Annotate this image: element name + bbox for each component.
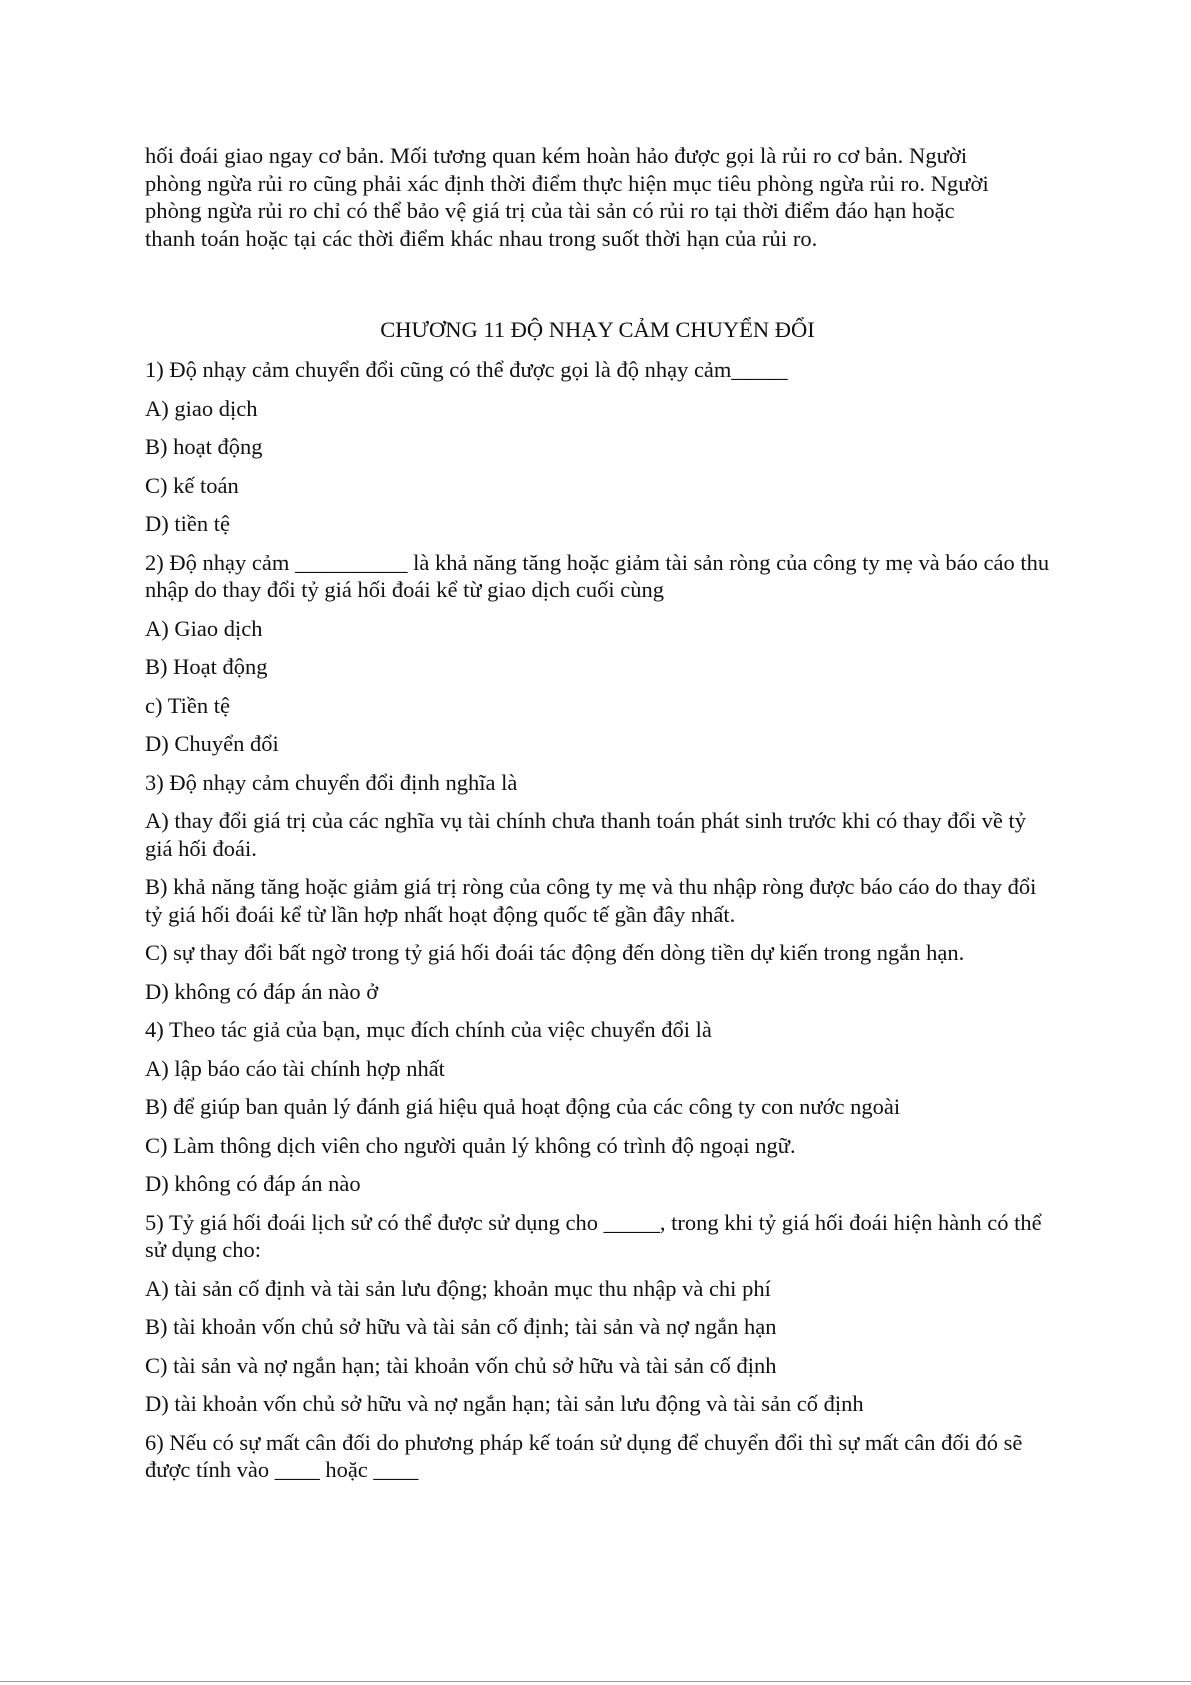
answer-option: B) hoạt động	[145, 434, 263, 459]
answer-option: A) Giao dịch	[145, 615, 263, 641]
answer-option: B) khả năng tăng hoặc giảm giá trị ròng của công ty mẹ và thu nhập ròng được báo cáo do thay đổi tỷ giá hối đoái kể từ lần hợp nhất hoạt động quốc tế gần đây nhất.	[145, 874, 1037, 927]
answer-option: C) sự thay đổi bất ngờ trong tỷ giá hối đoái tác động đến dòng tiền dự kiến trong ngắn hạn.	[145, 940, 965, 965]
answer-option: B) tài khoản vốn chủ sở hữu và tài sản cố định; tài sản và nợ ngắn hạn	[145, 1314, 777, 1339]
intro-line: hối đoái giao ngay cơ bản. Mối tương quan kém hoàn hảo được gọi là rủi ro cơ bản. Người	[145, 143, 968, 168]
question-text: 1) Độ nhạy cảm chuyển đổi cũng có thể được gọi là độ nhạy cảm_____	[145, 357, 788, 382]
page-bottom-divider	[0, 1681, 1191, 1682]
chapter-title: CHƯƠNG 11 ĐỘ NHẠY CẢM CHUYỂN ĐỔI	[380, 317, 815, 342]
answer-option: C) Làm thông dịch viên cho người quản lý không có trình độ ngoại ngữ.	[145, 1132, 796, 1158]
answer-option: B) để giúp ban quản lý đánh giá hiệu quả hoạt động của các công ty con nước ngoài	[145, 1094, 901, 1119]
page-content	[145, 142, 1050, 1484]
intro-paragraph	[145, 142, 1050, 252]
answer-option: D) không có đáp án nào ở	[145, 978, 379, 1004]
answer-option: A) lập báo cáo tài chính hợp nhất	[145, 1055, 445, 1081]
answer-option: D) Chuyển đổi	[145, 731, 279, 756]
intro-line: phòng ngừa rủi ro cũng phải xác định thời điểm thực hiện mục tiêu phòng ngừa rủi ro. Người	[145, 170, 989, 196]
answer-option: C) tài sản và nợ ngắn hạn; tài khoản vốn chủ sở hữu và tài sản cố định	[145, 1352, 777, 1378]
question-block	[145, 549, 1050, 758]
answer-option: B) Hoạt động	[145, 654, 268, 679]
answer-option: C) kế toán	[145, 472, 239, 498]
answer-option: D) không có đáp án nào	[145, 1171, 361, 1196]
question-block	[145, 1209, 1050, 1418]
question-text: 6) Nếu có sự mất cân đối do phương pháp kế toán sử dụng để chuyển đổi thì sự mất cân đối đó sẽ được tính vào ____ hoặc ____	[145, 1429, 1023, 1482]
answer-option: A) thay đổi giá trị của các nghĩa vụ tài chính chưa thanh toán phát sinh trước khi có thay đổi về tỷ giá hối đoái.	[145, 808, 1027, 861]
answer-option: D) tài khoản vốn chủ sở hữu và nợ ngắn hạn; tài sản lưu động và tài sản cố định	[145, 1391, 864, 1416]
question-text: 5) Tỷ giá hối đoái lịch sử có thể được sử dụng cho _____, trong khi tỷ giá hối đoái hiện hành có thể sử dụng cho:	[145, 1209, 1042, 1262]
question-text: 3) Độ nhạy cảm chuyển đổi định nghĩa là	[145, 769, 518, 795]
question-list	[145, 356, 1050, 1484]
question-block	[145, 769, 1050, 1006]
intro-line: thanh toán hoặc tại các thời điểm khác nhau trong suốt thời hạn của rủi ro.	[145, 225, 818, 251]
question-block	[145, 356, 1050, 538]
answer-option: c) Tiền tệ	[145, 692, 231, 718]
intro-line: phòng ngừa rủi ro chỉ có thể bảo vệ giá trị của tài sản có rủi ro tại thời điểm đáo hạn hoặc	[145, 198, 955, 223]
question-block	[145, 1429, 1050, 1484]
question-text: 4) Theo tác giả của bạn, mục đích chính của việc chuyển đổi là	[145, 1017, 712, 1042]
question-block	[145, 1016, 1050, 1198]
answer-option: D) tiền tệ	[145, 511, 230, 536]
answer-option: A) giao dịch	[145, 395, 258, 421]
answer-option: A) tài sản cố định và tài sản lưu động; khoản mục thu nhập và chi phí	[145, 1275, 771, 1301]
question-text: 2) Độ nhạy cảm __________ là khả năng tăng hoặc giảm tài sản ròng của công ty mẹ và báo cáo thu nhập do thay đổi tỷ giá hối đoái kể từ giao dịch cuối cùng	[145, 549, 1050, 602]
